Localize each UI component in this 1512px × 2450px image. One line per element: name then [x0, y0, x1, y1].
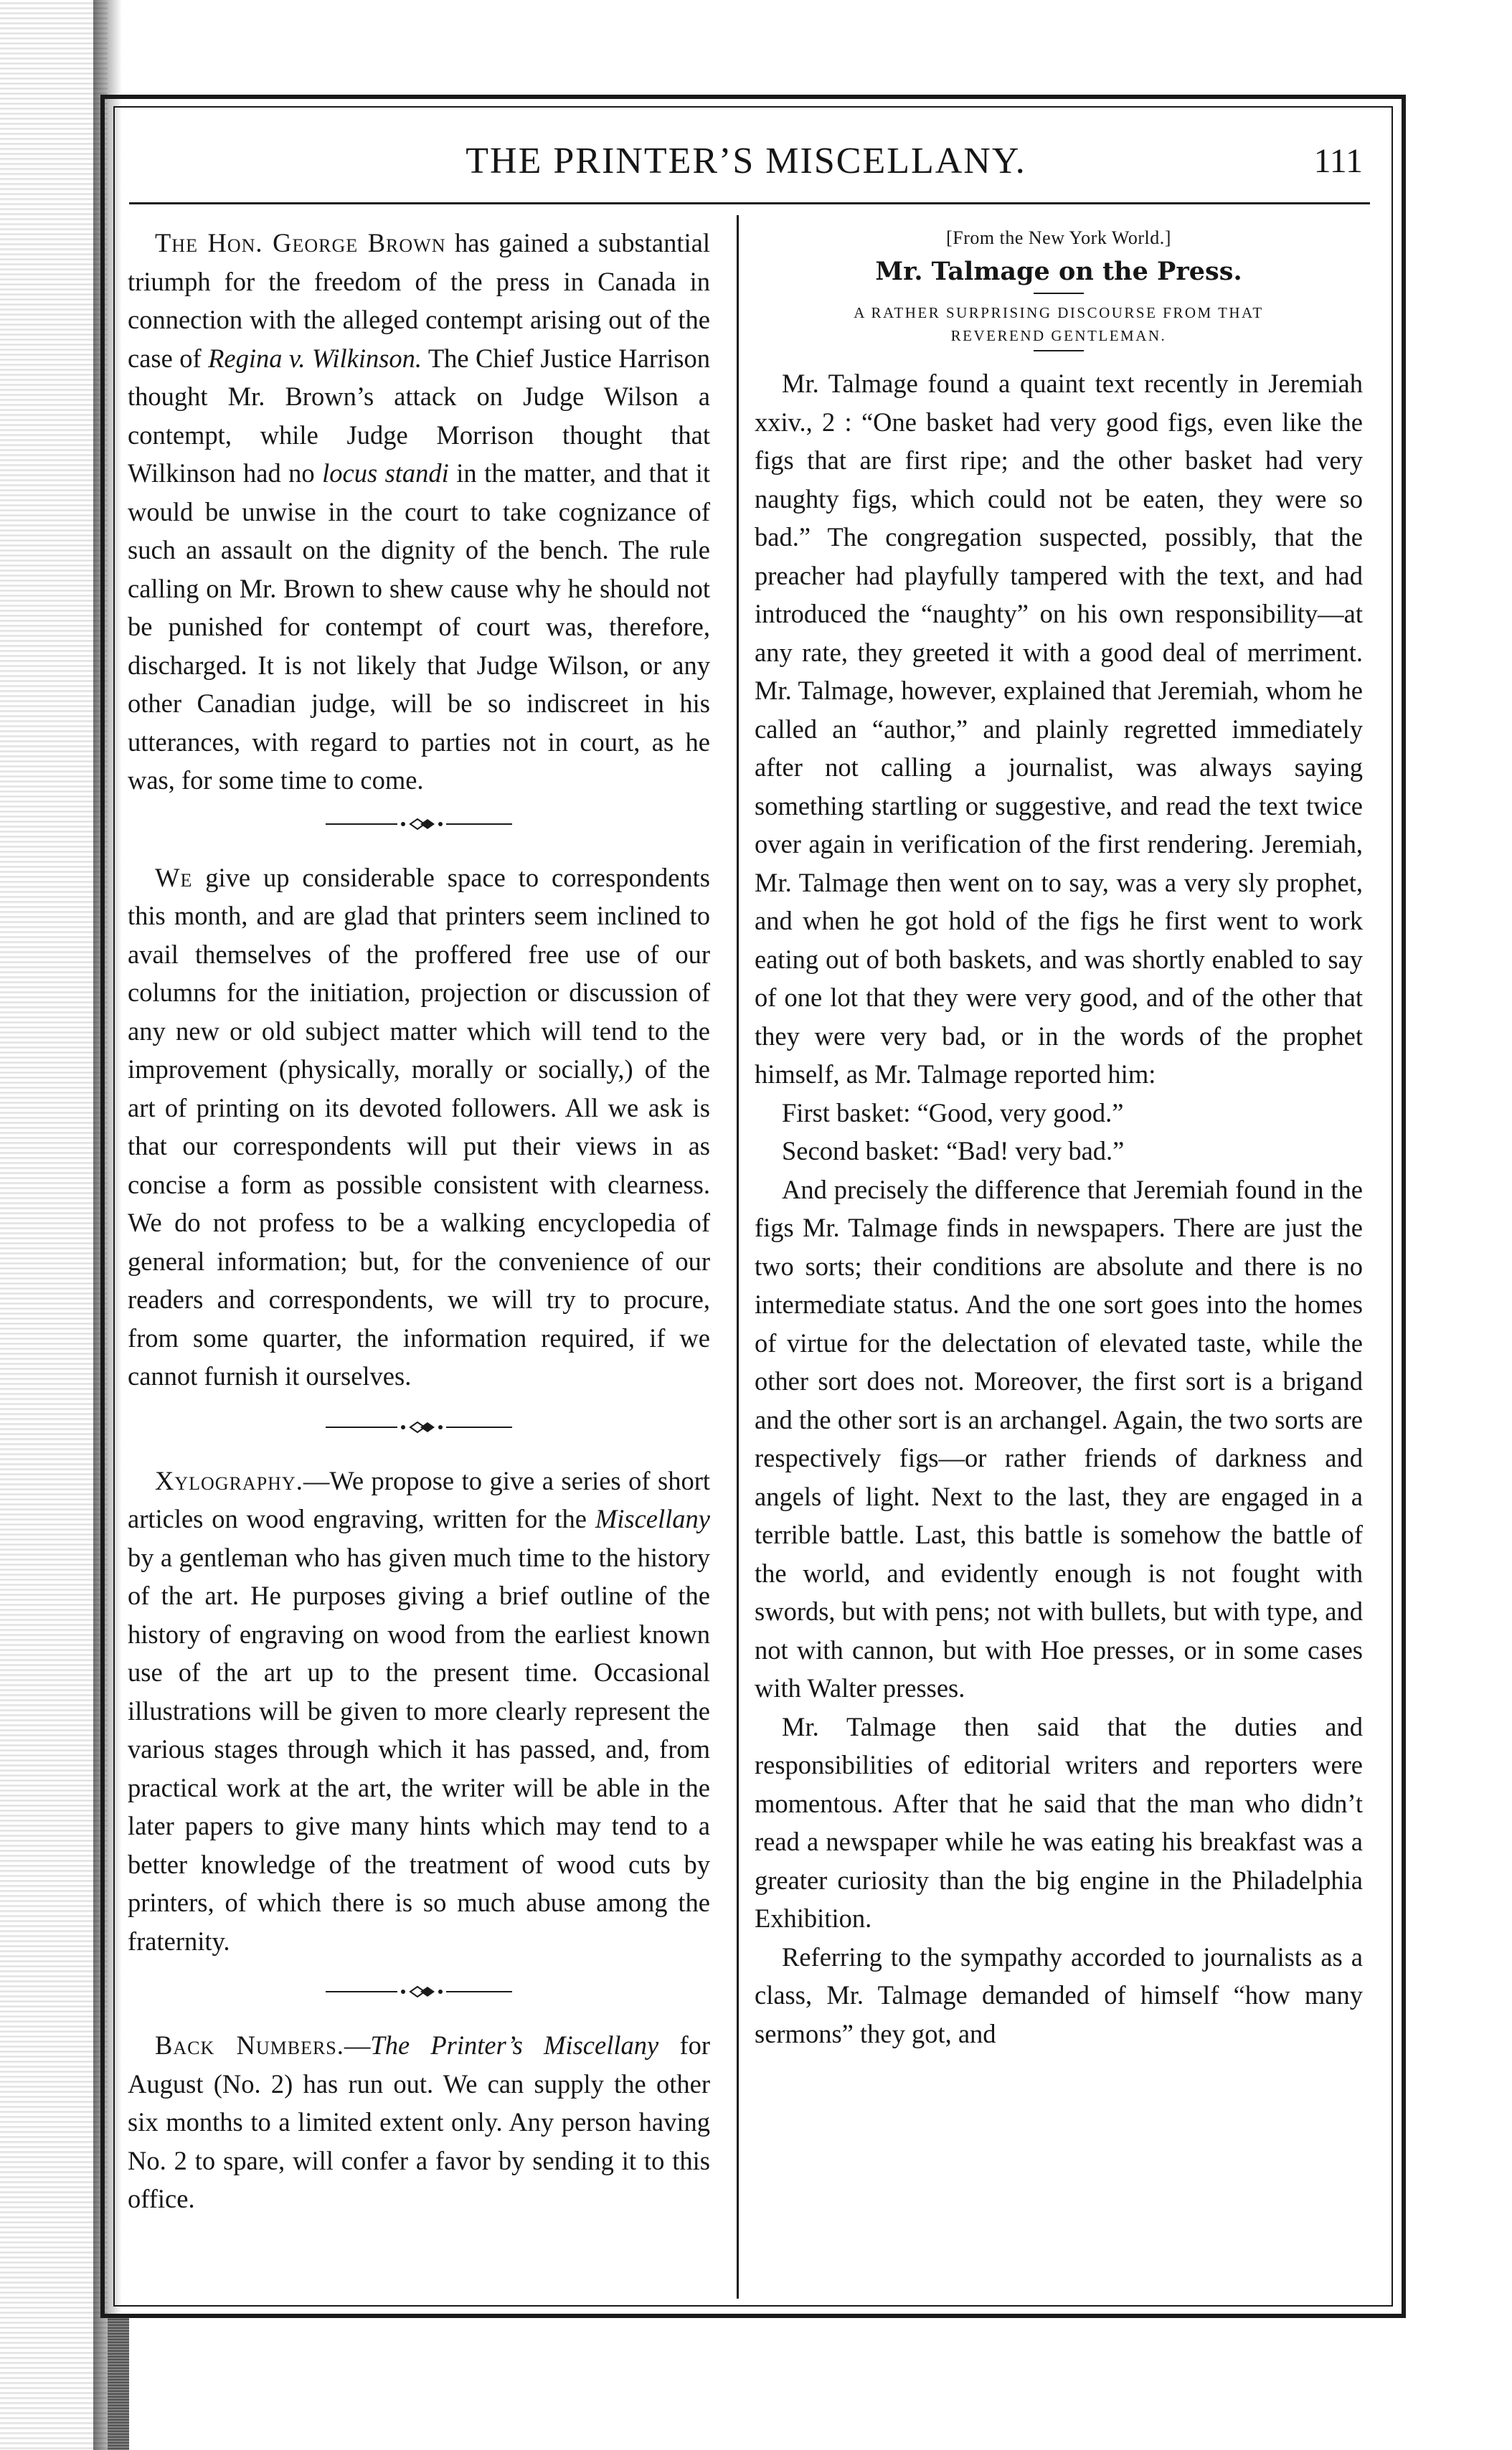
binding-edge — [108, 2317, 129, 2450]
article-subtitle-line-1: A RATHER SURPRISING DISCOURSE FROM THAT — [854, 304, 1264, 321]
article-xylography-text-1: —We propose to give a series of short articles on wood engraving, written for the — [128, 1465, 710, 1533]
talmage-paragraph-4: Referring to the sympathy accorded to journalists as a class, Mr. Talmage demanded of himself “how many sermons” they got, and — [755, 1941, 1363, 2048]
quote-first-basket: First basket: “Good, very good.” — [782, 1097, 1124, 1127]
article-xylography — [128, 1462, 710, 1961]
latin-phrase: locus standi — [322, 458, 449, 488]
article-title: Mr. Talmage on the Press. — [875, 257, 1242, 286]
article-correspondents — [128, 859, 710, 1396]
article-correspondents-text: give up considerable space to correspondents this month, and are glad that printers seem inclined to avail themselves of the proffered free use of our columns for the initiation, projection or discussion of any new or old subject matter which will tend to the improvement (physically, morally or socially,) of the art of printing on its devoted followers. All we ask is that our correspondents will put their views in as concise a form as possible consistent with clearness. We do not profess to be a walking encyclopedia of general information; but, for the convenience of our readers and correspondents, we will try to procure, from some quarter, the information required, if we cannot furnish it ourselves. — [128, 862, 710, 1391]
em-dash: — — [344, 2030, 371, 2060]
publication-title: Miscellany — [595, 1504, 710, 1533]
case-name: Regina v. Wilkinson. — [208, 343, 422, 373]
page-number: 111 — [1313, 142, 1363, 180]
article-brown-text-2: The Chief Justice Harrison thought Mr. Brown’s attack on Judge Wilson a contempt, while Judge Morrison thought that Wilkinson had no — [128, 343, 710, 488]
section-ornament — [128, 1406, 710, 1449]
subtitle-rule — [1034, 350, 1084, 351]
article-brown-text-1: has gained a substantial triumph for the freedom of the press in Canada in connection with the alleged contempt arising out of the case of — [128, 228, 710, 373]
article-xylography-lead: Xylography. — [155, 1465, 303, 1495]
column-divider — [737, 215, 739, 2299]
quote-second-basket: Second basket: “Bad! very bad.” — [782, 1136, 1125, 1165]
section-ornament — [128, 1970, 710, 2013]
talmage-paragraph-2: And precisely the difference that Jeremiah found in the figs Mr. Talmage finds in newspapers. There are just the two sorts; their conditions are absolute and there is no intermediate status. And the one sort goes into the homes of virtue for the delectation of elevated taste, while the other sort does not. Moreover, the first sort is a brigand and the other sort is an archangel. Again, the two sorts are respectively figs—or rather friends of darkness and angels of light. Next to the last, they are engaged in a terrible battle. Last, this battle is somehow the battle of the world, and evidently enough is not fought with swords, but with pens; not with bullets, but with type, and not with cannon, but with Hoe presses, or in some cases with Walter presses. — [755, 1174, 1363, 1703]
talmage-paragraph-1: Mr. Talmage found a quaint text recently in Jeremiah xxiv., 2 : “One basket had very good figs, even like the figs that are first ripe; and the other basket had very naughty figs, which could not be eaten, they were so bad.” The congregation suspected, possibly, that the preacher had playfully tampered with the text, and had introduced the “naughty” on his own responsibility—at any rate, they greeted it with a good deal of merriment. Mr. Talmage, however, explained that Jeremiah, whom he called an “author,” and plainly regretted immediately after not calling a journalist, was always saying something startling or suggestive, and read the text twice over again in verification of the first rendering. Jeremiah, Mr. Talmage then went on to say, was a very sly prophet, and when he got hold of the figs he first went to work eating out of both baskets, and was shortly enabled to say of one lot that they were very good, and of the other that they were very bad, or in the words of the prophet himself, as Mr. Talmage reported him: — [755, 369, 1363, 1089]
article-brown-text-3: in the matter, and that it would be unwise in the court to take cognizance of such an assault on the dignity of the bench. The rule calling on Mr. Brown to shew cause why he should not be punished for contempt of court was, therefore, discharged. It is not likely that Judge Wilson, or any other Canadian judge, will be so indiscreet in his utterances, with regard to parties not in court, as he was, for some time to come. — [128, 458, 710, 795]
right-column — [755, 224, 1363, 2053]
binding-strip — [0, 0, 108, 2450]
article-back-numbers-lead: Back Numbers. — [155, 2030, 344, 2060]
article-brown-lead: The Hon. George Brown — [155, 228, 446, 257]
article-brown — [128, 224, 710, 800]
publication-title: The Printer’s Miscellany — [370, 2030, 659, 2060]
talmage-paragraph-3: Mr. Talmage then said that the duties and responsibilities of editorial writers and reporters were momentous. After that he said that the man who didn’t read a newspaper while he was eating his breakfast was a greater curiosity than the big engine in the Philadelphia Exhibition. — [755, 1711, 1363, 1933]
source-credit: [From the New York World.] — [946, 227, 1171, 248]
article-back-numbers — [128, 2026, 710, 2218]
article-correspondents-lead: We — [155, 862, 193, 892]
article-subtitle-line-2: REVEREND GENTLEMAN. — [950, 327, 1167, 344]
header-rule — [129, 202, 1370, 204]
running-header — [129, 136, 1363, 186]
page-title: THE PRINTER’S MISCELLANY. — [466, 141, 1026, 181]
article-back-numbers-text: for August (No. 2) has run out. We can supply the other six months to a limited extent only. Any person having No. 2 to spare, will confer a favor by sending it to this office. — [128, 2030, 711, 2213]
title-rule — [1034, 293, 1084, 294]
article-xylography-text-2: by a gentleman who has given much time to the history of the art. He purposes giving a brief outline of the history of engraving on wood from the earliest known use of the art up to the present time. Occasional illustrations will be given to more clearly represent the various stages through which it has passed, and, from practical work at the art, the writer will be able in the later papers to give many hints which may tend to a better knowledge of the treatment of wood cuts by printers, of which there is so much abuse among the fraternity. — [128, 1542, 710, 1956]
section-ornament — [128, 803, 710, 846]
left-column — [128, 224, 710, 2218]
